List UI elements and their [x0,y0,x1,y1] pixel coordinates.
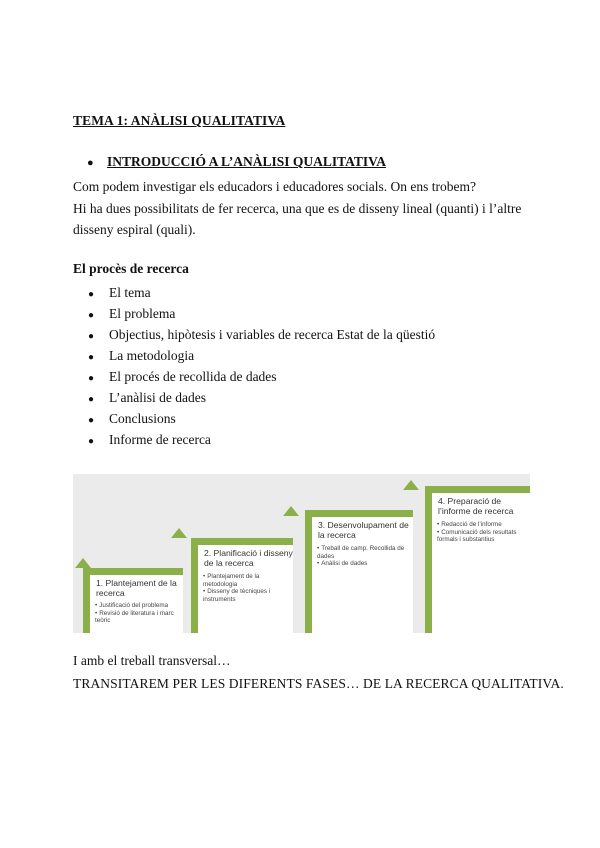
phase-step-1 [83,568,183,633]
phase-items: • Plantejament de la metodologia • Disseny de tècniques i instruments [203,573,293,603]
list-item: ● Conclusions [88,408,435,429]
bullet-icon: ● [88,436,95,447]
phase-title: 1. Plantejament de la recerca [96,578,177,598]
arrow-up-icon [403,480,419,490]
arrow-up-icon [171,528,187,538]
phase-items: • Justificació del problema • Revisió de literatura i marc teòric [95,602,183,625]
section-heading [87,154,386,170]
document-title: TEMA 1: ANÀLISI QUALITATIVA [73,113,286,128]
list-item: ● La metodologia [88,345,435,366]
phase-title: 4. Preparació de l’informe de recerca [438,496,514,516]
process-list [88,282,435,450]
bullet-icon: ● [87,157,94,169]
bullet-icon: ● [88,310,95,321]
bullet-icon: ● [88,394,95,405]
subheading-process: El procès de recerca [73,261,189,276]
paragraph-phases: TRANSITAREM PER LES DIFERENTS FASES… DE LA RECERCA QUALITATIVA. [73,676,564,691]
list-item: ● El problema [88,303,435,324]
list-item: ● L’anàlisi de dades [88,387,435,408]
paragraph-intro: Com podem investigar els educadors i educadores socials. On ens trobem? [73,179,477,194]
list-item: ● Objectius, hipòtesis i variables de recerca Estat de la qüestió [88,324,435,345]
arrow-up-icon [283,506,299,516]
bullet-icon: ● [88,289,95,300]
phase-step-4 [425,486,530,633]
list-item: ● Informe de recerca [88,429,435,450]
phase-title: 3. Desenvolupament de la recerca [318,520,409,540]
phase-step-2 [191,538,293,633]
phase-step-3 [305,510,413,633]
bullet-icon: ● [88,352,95,363]
list-item: ● El tema [88,282,435,303]
paragraph-possibilities: Hi ha dues possibilitats de fer recerca, una que es de disseny lineal (quanti) i l’altre disseny espiral (quali). [73,201,522,237]
phase-items: • Treball de camp. Recollida de dades • Anàlisi de dades [317,545,413,568]
phase-items: • Redacció de l’informe • Comunicació dels resultats formals i substantius [437,521,530,544]
bullet-icon: ● [88,415,95,426]
research-phases-diagram [73,474,530,633]
arrow-up-icon [75,558,91,568]
section-heading-text: INTRODUCCIÓ A L’ANÀLISI QUALITATIVA [107,154,386,169]
bullet-icon: ● [88,373,95,384]
paragraph-transversal: I amb el treball transversal… [73,653,231,668]
phase-title: 2. Planificació i disseny de la recerca [204,548,293,568]
list-item: ● El procés de recollida de dades [88,366,435,387]
bullet-icon: ● [88,331,95,342]
